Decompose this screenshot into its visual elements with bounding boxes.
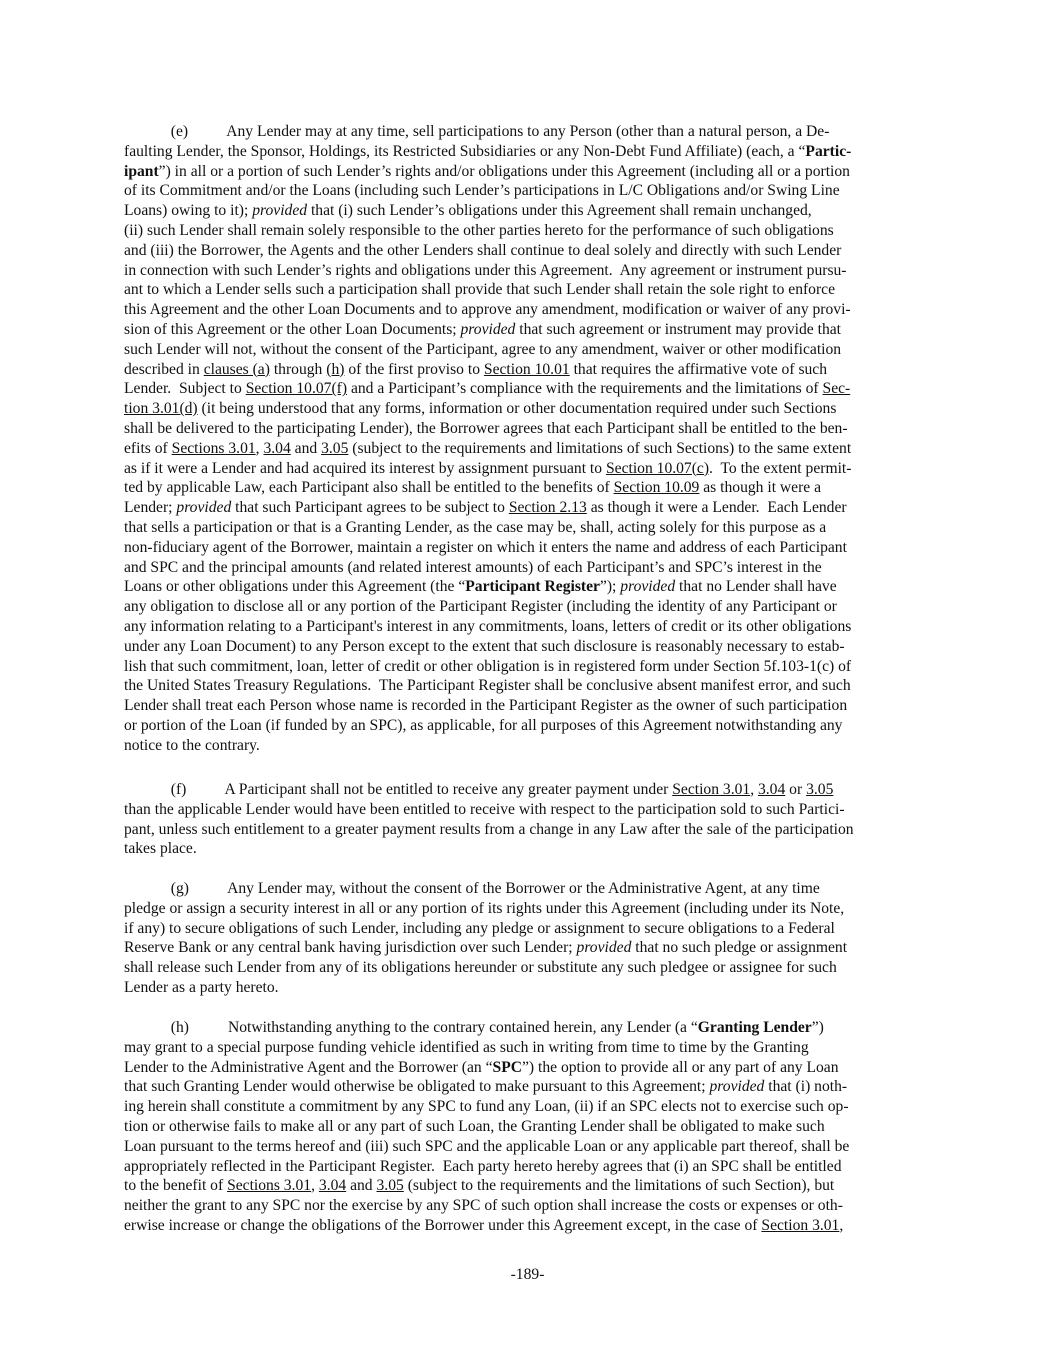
- text-run: as though it were a Lender. Each Lender: [586, 499, 847, 517]
- text-line: [124, 340, 851, 360]
- text-run: lish that such commitment, loan, letter of credit or other obligation is in registered form under Section 5f.103-1(c) of: [124, 657, 852, 675]
- text-run: (h) Notwithstanding anything to the contrary contained herein, any Lender (a “: [124, 1019, 698, 1036]
- text-run: of its Commitment and/or the Loans (including such Lender’s participations in L/C Obligations and/or Swing Line: [124, 182, 840, 200]
- text-line: [124, 1137, 849, 1157]
- text-run: ”) in all or a portion of such Lender’s rights and/or obligations under this Agreement (including all or a portion: [158, 162, 850, 180]
- text-line: [124, 1058, 849, 1078]
- text-line: [124, 657, 851, 677]
- text-run: any obligation to disclose all or any portion of the Participant Register (including the identity of any Participant or: [124, 598, 837, 616]
- text-line: [124, 919, 847, 939]
- text-run: ,: [255, 439, 264, 457]
- text-line: [124, 538, 851, 558]
- text-line: [124, 800, 854, 820]
- cross-reference-link[interactable]: 3.04: [263, 439, 291, 457]
- defined-term: Partic-: [805, 142, 852, 160]
- text-run: that no such pledge or assignment: [631, 939, 848, 957]
- text-run: non-fiduciary agent of the Borrower, maintain a register on which it enters the name and address of each Participant: [124, 538, 847, 556]
- text-run: Lender. Subject to: [124, 380, 246, 398]
- text-line: [124, 498, 851, 518]
- text-run: Loans) owing to it);: [124, 202, 253, 220]
- text-line: [124, 439, 851, 459]
- text-run: in connection with such Lender’s rights and obligations under this Agreement. Any agreement or instrument pursu-: [124, 261, 847, 279]
- text-run: and a Participant’s compliance with the requirements and the limitations of: [347, 380, 823, 398]
- defined-term: ipant: [124, 162, 159, 180]
- italic-term: provided: [576, 939, 632, 957]
- text-line: [124, 879, 847, 899]
- text-run: any information relating to a Participant's interest in any commitments, loans, letters of credit or its other obligations: [124, 617, 852, 635]
- cross-reference-link[interactable]: Sec-: [822, 380, 851, 398]
- text-line: [124, 958, 847, 978]
- text-line: [124, 637, 851, 657]
- text-run: shall release such Lender from any of its obligations hereunder or substitute any such pledgee or assignee for such: [124, 959, 837, 977]
- text-line: [124, 820, 854, 840]
- text-line: [124, 839, 854, 859]
- text-line: [124, 399, 851, 419]
- italic-term: provided: [460, 320, 516, 338]
- text-line: [124, 1038, 849, 1058]
- text-run: notice to the contrary.: [124, 736, 260, 754]
- cross-reference-link[interactable]: Section 2.13: [508, 499, 587, 517]
- text-run: ”) the option to provide all or any part of any Loan: [521, 1058, 839, 1076]
- text-line: [124, 1097, 849, 1117]
- text-run: . To the extent permit-: [709, 459, 852, 477]
- text-line: [124, 1157, 849, 1177]
- text-run: neither the grant to any SPC nor the exercise by any SPC of such option shall increase the costs or expenses or oth-: [124, 1197, 843, 1215]
- text-run: (subject to the requirements and the limitations of such Section), but: [403, 1177, 835, 1195]
- text-run: efits of: [124, 439, 172, 457]
- text-run: pant, unless such entitlement to a greater payment results from a change in any Law after the sale of the participation: [124, 820, 854, 838]
- text-line: [124, 780, 854, 800]
- defined-term: Granting Lender: [697, 1019, 812, 1036]
- text-run: if any) to secure obligations of such Lender, including any pledge or assignment to secure obligations to a Federal: [124, 919, 835, 937]
- text-line: [124, 617, 851, 637]
- text-run: as if it were a Lender and had acquired its interest by assignment pursuant to: [124, 459, 606, 477]
- cross-reference-link[interactable]: Section 10.01: [483, 360, 570, 378]
- text-line: [124, 459, 851, 479]
- text-line: [124, 478, 851, 498]
- text-line: [124, 122, 851, 142]
- text-line: [124, 899, 847, 919]
- italic-term: provided: [709, 1078, 765, 1096]
- text-line: [124, 261, 851, 281]
- text-line: [124, 736, 851, 756]
- text-line: [124, 676, 851, 696]
- text-run: of the first proviso to: [344, 360, 484, 378]
- text-run: described in: [124, 360, 204, 378]
- paragraph-f: [124, 780, 854, 859]
- cross-reference-link[interactable]: Sections 3.01: [171, 439, 256, 457]
- text-run: takes place.: [124, 840, 197, 858]
- text-line: [124, 241, 851, 261]
- text-run: that (i) such Lender’s obligations under this Agreement shall remain unchanged,: [307, 202, 812, 220]
- text-line: [124, 300, 851, 320]
- text-run: and (iii) the Borrower, the Agents and the other Lenders shall continue to deal solely and directly with such Lender: [124, 241, 842, 259]
- cross-reference-link[interactable]: 3.04: [318, 1177, 347, 1195]
- text-line: [124, 1216, 849, 1236]
- text-run: Lender as a party hereto.: [124, 978, 279, 996]
- text-run: and: [290, 439, 322, 457]
- text-line: [124, 716, 851, 736]
- text-line: [124, 518, 851, 538]
- text-run: sion of this Agreement or the other Loan Documents;: [124, 320, 461, 338]
- text-run: Lender;: [124, 499, 177, 517]
- text-run: Lender to the Administrative Agent and the Borrower (an “: [124, 1058, 493, 1076]
- cross-reference-link[interactable]: Section 10.07(f): [245, 380, 348, 398]
- text-run: (f) A Participant shall not be entitled to receive any greater payment under: [124, 781, 673, 798]
- text-line: [124, 162, 851, 182]
- text-run: ”): [811, 1019, 824, 1036]
- text-run: to the benefit of: [124, 1177, 228, 1195]
- paragraph-e: [124, 122, 851, 756]
- text-run: ”);: [599, 578, 621, 596]
- text-line: [124, 1117, 849, 1137]
- text-run: (e) Any Lender may at any time, sell participations to any Person (other than a natural person, a De-: [124, 123, 830, 140]
- defined-term: Participant Register: [465, 578, 600, 596]
- text-run: faulting Lender, the Sponsor, Holdings, its Restricted Subsidiaries or any Non-Debt Fund Affiliate) (each, a “: [124, 142, 806, 160]
- cross-reference-link[interactable]: 3.05: [376, 1177, 404, 1195]
- text-run: or: [785, 781, 807, 798]
- text-run: ,: [839, 1216, 844, 1234]
- text-run: appropriately reflected in the Participant Register. Each party hereto hereby agrees that (i) an SPC shall be entitled: [124, 1157, 842, 1175]
- text-run: that (i) noth-: [764, 1078, 848, 1096]
- text-run: may grant to a special purpose funding vehicle identified as such in writing from time to time by the Granting: [124, 1038, 809, 1056]
- text-run: than the applicable Lender would have been entitled to receive with respect to the participation sold to such Partici-: [124, 800, 845, 818]
- text-run: the United States Treasury Regulations. The Participant Register shall be conclusive absent manifest error, and such: [124, 677, 851, 695]
- text-line: [124, 1077, 849, 1097]
- text-run: (it being understood that any forms, information or other documentation required under such Sections: [197, 400, 837, 418]
- text-run: tion or otherwise fails to make all or any part of such Loan, the Granting Lender shall be obligated to make such: [124, 1117, 825, 1135]
- text-line: [124, 696, 851, 716]
- text-run: shall be delivered to the participating Lender), the Borrower agrees that each Participant shall be entitled to the ben-: [124, 419, 848, 437]
- text-run: (g) Any Lender may, without the consent of the Borrower or the Administrative Agent, at any time: [124, 880, 820, 897]
- paragraph-g: [124, 879, 847, 998]
- cross-reference-link[interactable]: 3.05: [321, 439, 349, 457]
- text-run: that sells a participation or that is a Granting Lender, as the case may be, shall, acting solely for this purpose as a: [124, 518, 827, 536]
- cross-reference-link[interactable]: 3.05: [806, 781, 834, 798]
- text-run: Loans or other obligations under this Agreement (the “: [124, 578, 466, 596]
- text-run: this Agreement and the other Loan Documents and to approve any amendment, modification or waiver of any provi-: [124, 301, 851, 319]
- text-run: and SPC and the principal amounts (and related interest amounts) of each Participant’s and SPC’s interest in the: [124, 558, 822, 576]
- text-run: as though it were a: [699, 479, 822, 497]
- text-line: [124, 1196, 849, 1216]
- text-run: Lender shall treat each Person whose name is recorded in the Participant Register as the owner of such participation: [124, 697, 848, 715]
- text-run: ing herein shall constitute a commitment by any SPC to fund any Loan, (ii) if an SPC elects not to exercise such op-: [124, 1098, 849, 1116]
- text-run: that such agreement or instrument may provide that: [515, 320, 842, 338]
- text-line: [124, 181, 851, 201]
- text-run: (subject to the requirements and limitations of such Sections) to the same extent: [348, 439, 852, 457]
- text-run: under any Loan Document) to any Person except to the extent that such disclosure is reasonably necessary to estab-: [124, 637, 845, 655]
- cross-reference-link[interactable]: 3.04: [757, 781, 786, 798]
- text-run: and: [346, 1177, 377, 1195]
- text-line: [124, 221, 851, 241]
- text-run: such Lender will not, without the consent of the Participant, agree to any amendment, waiver or other modification: [124, 340, 842, 358]
- text-line: [124, 280, 851, 300]
- text-run: erwise increase or change the obligations of the Borrower under this Agreement except, in the case of: [124, 1216, 762, 1234]
- italic-term: provided: [252, 202, 308, 220]
- text-run: ,: [311, 1177, 319, 1195]
- text-run: (ii) such Lender shall remain solely responsible to the other parties hereto for the performance of such obligations: [124, 221, 834, 239]
- cross-reference-link[interactable]: Section 10.07(c): [605, 459, 710, 477]
- cross-reference-link[interactable]: (h): [326, 360, 345, 378]
- text-line: [124, 577, 851, 597]
- italic-term: provided: [620, 578, 676, 596]
- cross-reference-link[interactable]: Section 3.01: [672, 781, 751, 798]
- cross-reference-link[interactable]: Sections 3.01: [227, 1177, 312, 1195]
- page-number: -189-: [510, 1266, 545, 1283]
- text-run: Loan pursuant to the terms hereof and (iii) such SPC and the applicable Loan or any applicable part thereof, shall be: [124, 1137, 850, 1155]
- text-run: ted by applicable Law, each Participant also shall be entitled to the benefits of: [124, 479, 614, 497]
- text-line: [124, 379, 851, 399]
- text-line: [124, 597, 851, 617]
- text-line: [124, 558, 851, 578]
- text-run: pledge or assign a security interest in all or any portion of its rights under this Agreement (including under its Note,: [124, 899, 845, 917]
- text-run: that requires the affirmative vote of such: [569, 360, 828, 378]
- text-line: [124, 320, 851, 340]
- text-run: through: [269, 360, 327, 378]
- text-line: [124, 938, 847, 958]
- text-run: ,: [750, 781, 758, 798]
- text-run: that such Participant agrees to be subject to: [231, 499, 509, 517]
- text-line: [124, 201, 851, 221]
- text-line: [124, 1176, 849, 1196]
- cross-reference-link[interactable]: tion 3.01(d): [124, 400, 198, 418]
- text-line: [124, 978, 847, 998]
- cross-reference-link[interactable]: clauses (a): [203, 360, 270, 378]
- text-line: [124, 1018, 849, 1038]
- text-run: Reserve Bank or any central bank having jurisdiction over such Lender;: [124, 939, 577, 957]
- cross-reference-link[interactable]: Section 3.01: [761, 1216, 840, 1234]
- italic-term: provided: [176, 499, 232, 517]
- defined-term: SPC: [492, 1058, 522, 1076]
- text-run: or portion of the Loan (if funded by an SPC), as applicable, for all purposes of this Agreement notwithstanding any: [124, 716, 843, 734]
- cross-reference-link[interactable]: Section 10.09: [613, 479, 700, 497]
- text-line: [124, 419, 851, 439]
- paragraph-h: [124, 1018, 849, 1236]
- text-run: ant to which a Lender sells such a participation shall provide that such Lender shall retain the sole right to enforce: [124, 281, 836, 299]
- text-line: [124, 142, 851, 162]
- text-run: that no Lender shall have: [675, 578, 837, 596]
- text-run: that such Granting Lender would otherwise be obligated to make pursuant to this Agreement;: [124, 1078, 710, 1096]
- text-line: [124, 360, 851, 380]
